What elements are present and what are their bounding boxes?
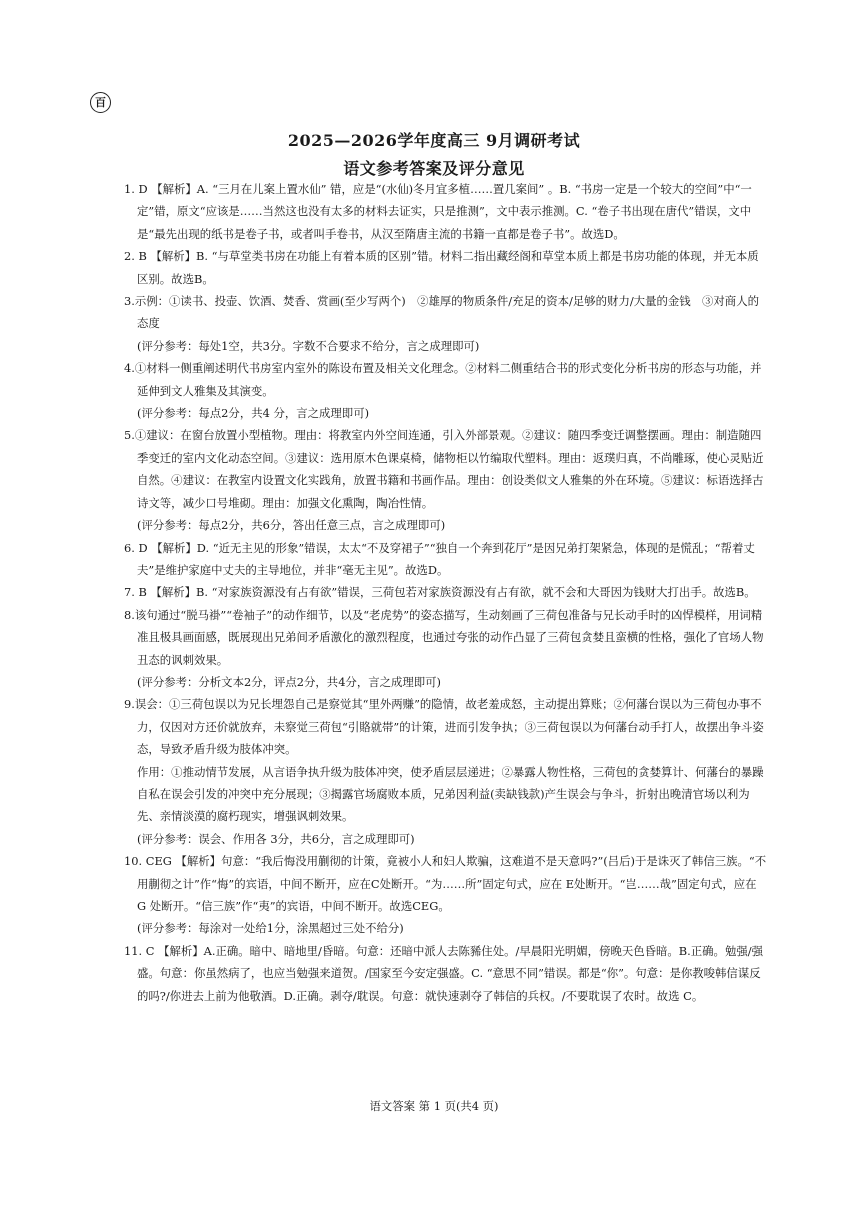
scoring-note: (评分参考：每处1空，共3分。字数不合要求不给分，言之成理即可): [137, 338, 480, 353]
scoring-note: (评分参考：每点2分，共6分，答出任意三点，言之成理即可): [137, 518, 446, 533]
scoring-note: (评分参考：分析文本2分，评点2分，共4分，言之成理即可): [137, 674, 442, 689]
scoring-note: (评分参考：每点2分，共4 分，言之成理即可): [137, 406, 370, 421]
seal-stamp: 百: [90, 92, 111, 113]
answer-item: 10. CEG 【解析】句意：“我后悔没用蒯彻的计策，竟被小人和妇人欺骗，这难道不是天意吗?”(吕后)于是诛灭了韩信三族。“不用蒯彻之计”作“悔”的宾语，中间不断开，应在C处断开。“为……所”固定句式，应在 E处断开。“岂……哉”固定句式，应在 G 处断开。“信三族”作“夷”的宾语，中间不断开。故选CEG。: [124, 854, 767, 913]
page-title: 2025—2026学年度高三 9月调研考试: [287, 131, 581, 150]
answer-item: 9.误会：①三荷包误以为兄长埋怨自己是察觉其“里外两赚”的隐情，故老羞成怒，主动提出算账；②何藩台误以为三荷包办事不力，仅因对方还价就放弃，未察觉三荷包“引賂就帯”的计策，进而引发争执；③三荷包误以为何藩台动手打人，故摆出争斗姿态，导致矛盾升级为肢体冲突。: [124, 697, 764, 757]
scoring-note: (评分参考：误会、作用各 3分，共6分，言之成理即可): [137, 831, 415, 846]
page-footer: 语文答案 第 1 页(共4 页): [369, 1099, 499, 1113]
answer-item: 7. B 【解析】B. “对家族资源没有占有欲”错误，三荷包若对家族资源没有占有欲，就不会和大哥因为钱财大打出手。故选B。: [124, 585, 756, 600]
scoring-note: 作用：①推动情节发展，从言语争执升级为肢体冲突，使矛盾层层递进；②暴露人物性格，三荷包的贪婪算计、何藩台的暴躁自私在误会引发的冲突中充分展现；③揭露官场腐败本质，兄弟因利益(卖缺钱款)产生误会与争斗，折射出晚清官场以利为先、亲情淡漠的腐朽现实，增强讽刺效果。: [137, 764, 764, 824]
answer-item: 5.①建议：在窗台放置小型植物。理由：将教室内外空间连通，引入外部景观。②建议：随四季变迁调整摆画。理由：制造随四季变迁的室内文化动态空间。③建议：选用原木色课桌椅，储物柜以竹编取代塑料。理由：返璞归真，不尚雕琢，使心灵贴近自然。④建议：在教室内设置文化实践角，放置书籍和书画作品。理由：创设类似文人雅集的外在环境。⑤建议：标语选择古诗文等，减少口号堆砌。理由：加强文化熏陶，陶冶性情。: [124, 428, 764, 510]
answer-item: 11. C 【解析】A.正确。暗中、暗地里/昏暗。句意：还暗中派人去陈豨住处。/早晨阳光明媚，傍晚天色昏暗。B.正确。勉强/强盛。句意：你虽然病了，也应当勉强来道贺。/国家至今安定强盛。C. “意思不同”错误。都是“你”。句意：是你教唆韩信谋反的吗?/你进去上前为他敬酒。D.正确。剥夺/耽误。句意：就快速剥夺了韩信的兵权。/不要耽误了农时。故选 C。: [124, 943, 763, 1003]
answer-item: 4.①材料一侧重阐述明代书房室内室外的陈设布置及相关文化理念。②材料二侧重结合书的形式变化分析书房的形态与功能，并延伸到文人雅集及其演变。: [124, 361, 762, 398]
answer-list: [124, 178, 769, 1007]
scoring-note: (评分参考：每涂对一处给1分，涂黑超过三处不给分): [137, 921, 404, 936]
answer-item: 3.示例：①读书、投壶、饮酒、焚香、赏画(至少写两个) ②雄厚的物质条件/充足的资本/足够的财力/大量的金钱 ③对商人的态度: [124, 294, 759, 331]
answer-item: 2. B 【解析】B. “与草堂类书房在功能上有着本质的区别”错。材料二指出藏经阁和草堂本质上都是书房功能的体现，并无本质区别。故选B。: [124, 249, 759, 286]
answer-item: 8.该句通过“脱马褂”“卷袖子”的动作细节，以及“老虎势”的姿态描写，生动刻画了三荷包准备与兄长动手时的凶悍模样，用词精准且极具画面感，既展现出兄弟间矛盾激化的激烈程度，也通过夸张的动作凸显了三荷包贪婪且蛮横的性格，强化了官场人物丑态的讽刺效果。: [124, 607, 764, 667]
answer-item: 1. D 【解析】A. “三月在儿案上置水仙” 错，应是“(水仙)冬月宜多植……置几案间” 。B. “书房一定是一个较大的空间”中“一定”错，原文“应该是……当然这也没有太多的材料去证实，只是推测”，文中表示推测。C. “卷子书出现在唐代”错误，文中是“最先出现的纸书是卷子书，或者叫手卷书，从汉至隋唐主流的书籍一直都是卷子书”。故选D。: [124, 182, 752, 241]
page-subtitle: 语文参考答案及评分意见: [343, 159, 525, 178]
answer-item: 6. D 【解析】D. “近无主见的形象”错误，太太“不及穿裙子”“独自一个奔到花厅”是因兄弟打架紧急，体现的是慌乱；“帮着丈夫”是维护家庭中丈夫的主导地位，并非“毫无主见”。故选D。: [124, 540, 755, 577]
